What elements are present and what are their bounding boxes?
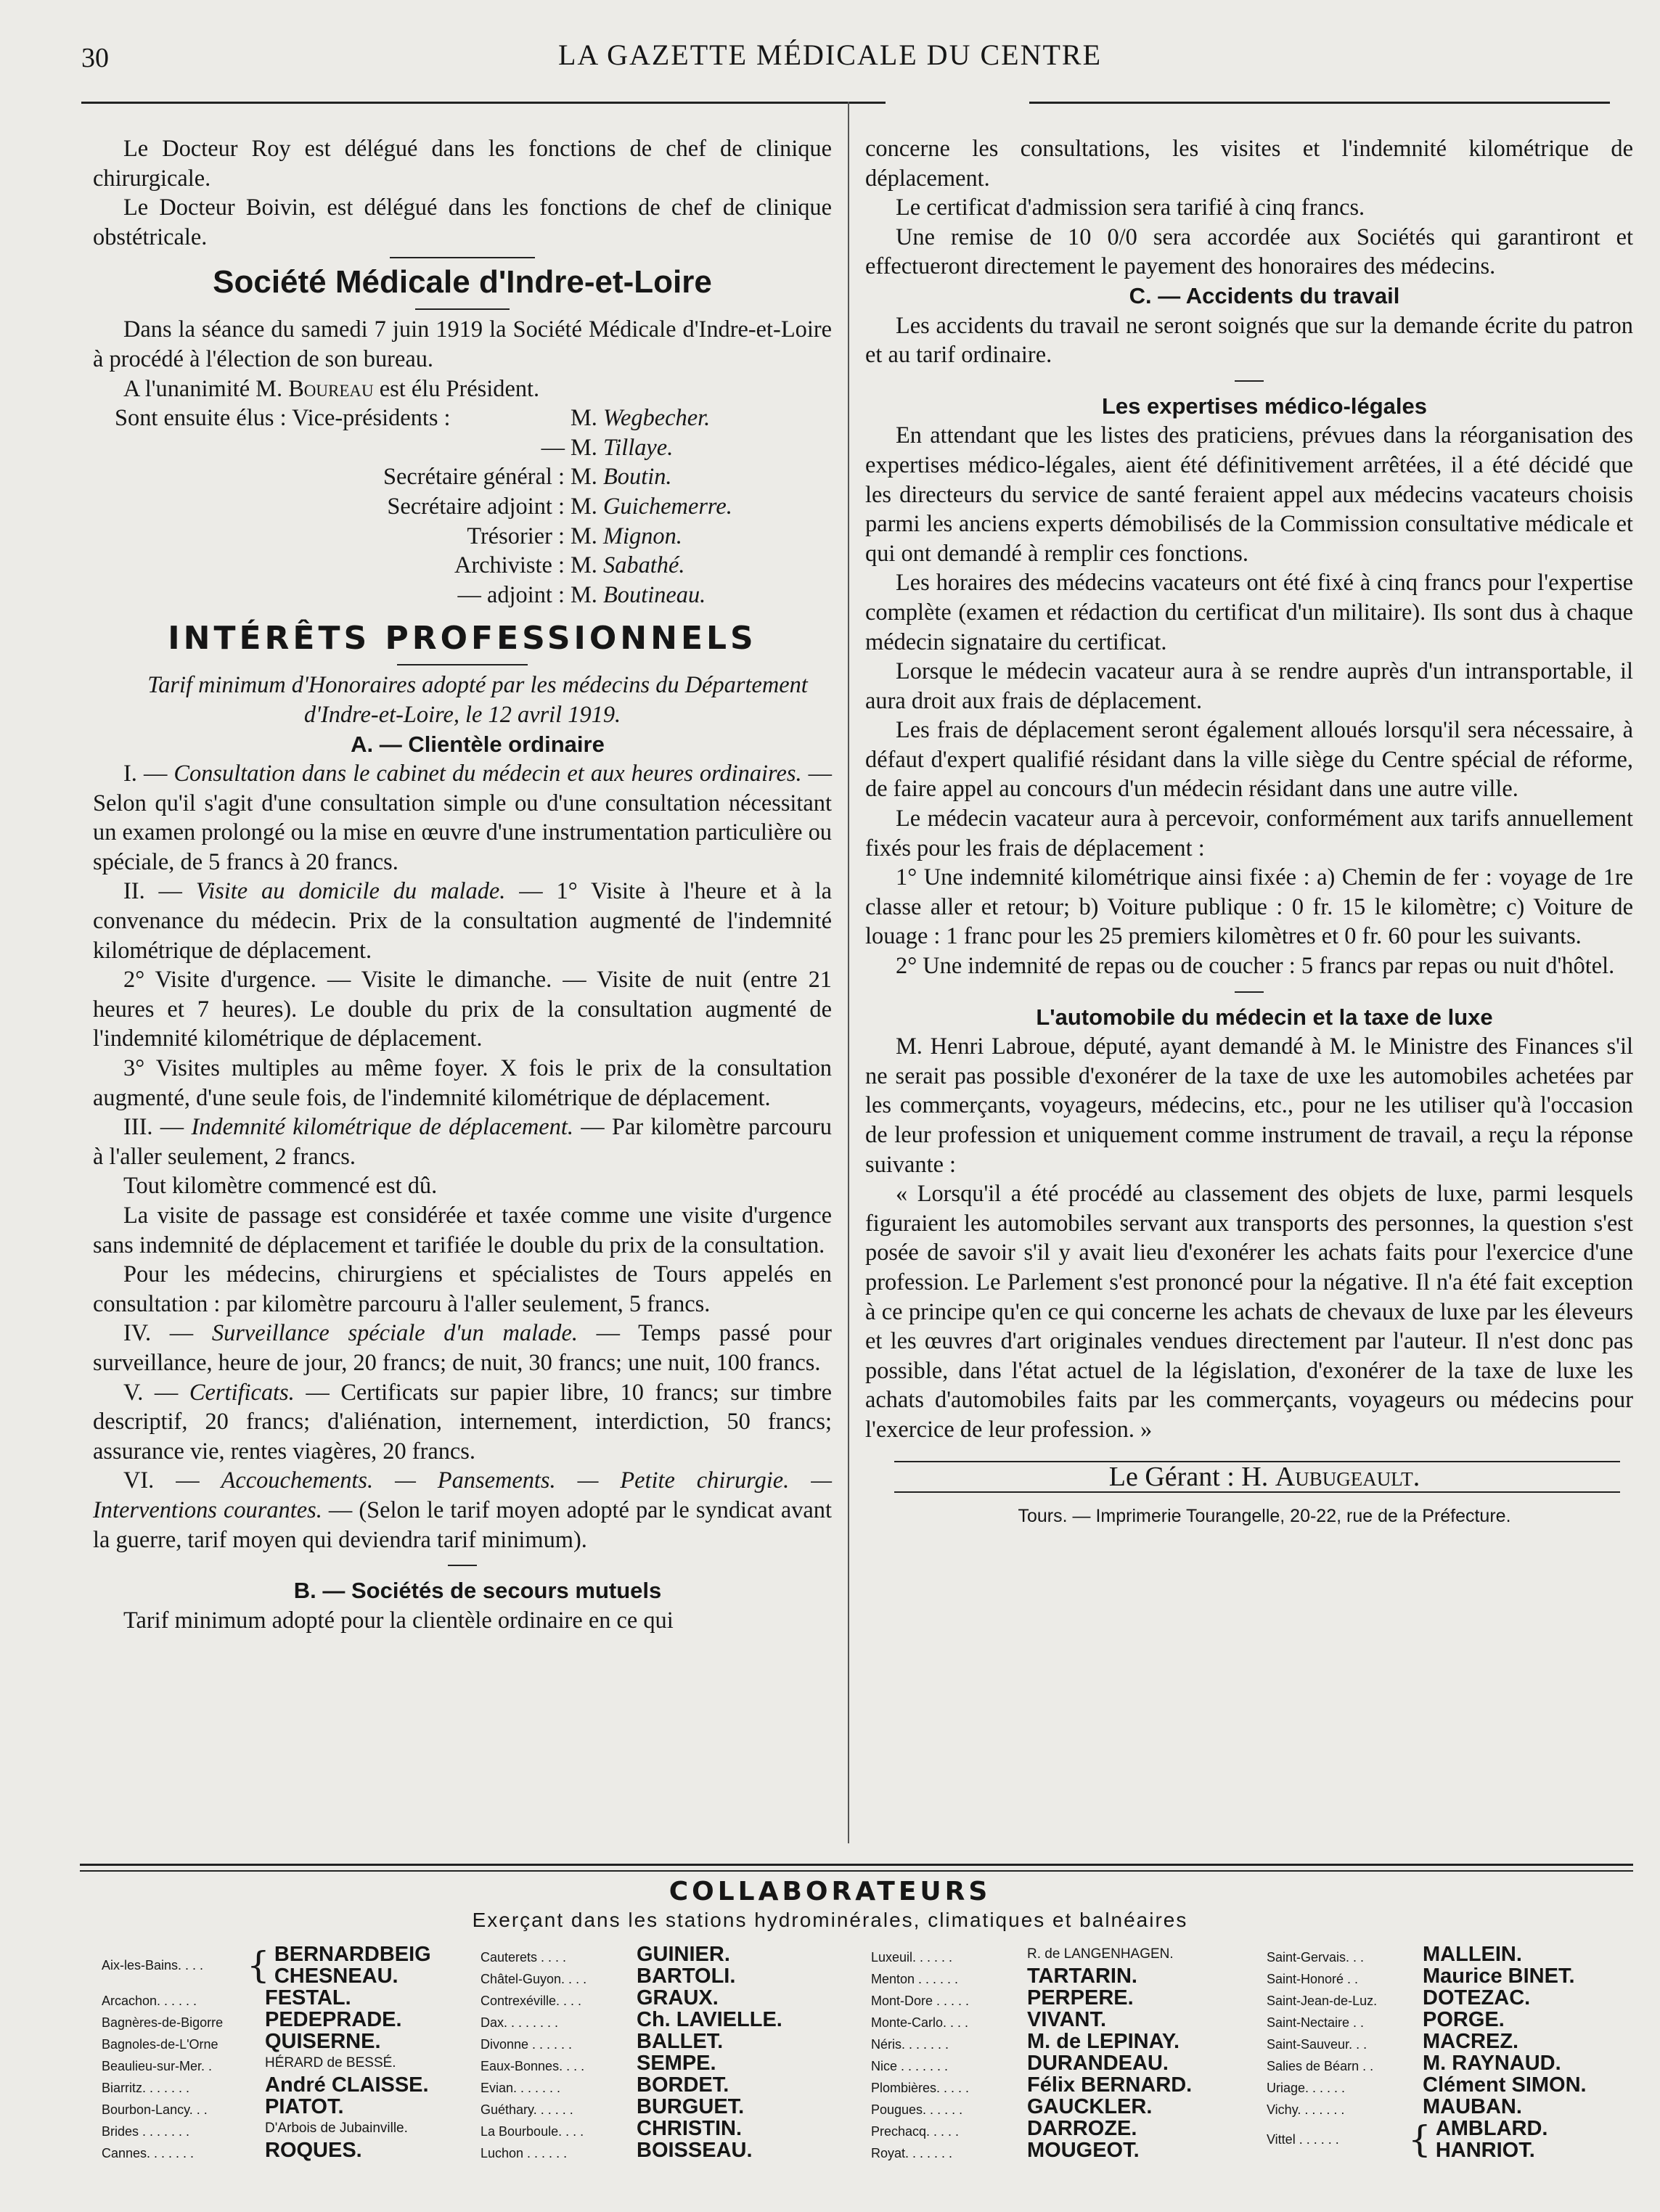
expertises-paragraph: Lorsque le médecin vacateur aura à se rendre auprès d'un intransportable, il aura droit aux frais de déplacement.	[865, 658, 1633, 714]
section-rule	[390, 257, 535, 258]
officer-row	[115, 581, 732, 610]
directory-row	[871, 2139, 1248, 2161]
item-text: — (Selon le tarif moyen adopté par le syndicat avant la guerre, tarif moyen qui deviendra tarif minimum).	[93, 1496, 832, 1553]
directory-row	[1267, 2074, 1630, 2096]
expertises-paragraph: En attendant que les listes des praticiens, prévues dans la réorganisation des expertises médico-légales, aient été définitivement arrêtées, il a été décidé que les directeurs du service de santé feraient appel aux médecins vacateurs choisis parmi les anciens experts démobilisés de la Commission consultative médicale et qui ont demandé à remplir ces fonctions.	[865, 422, 1633, 567]
directory-row	[1267, 2009, 1630, 2031]
officer-role: Secrétaire général :	[383, 464, 565, 491]
doctor-name: BURGUET.	[637, 2095, 745, 2118]
directory-row	[102, 2096, 465, 2118]
directory-row	[102, 2118, 465, 2139]
officer-title: M.	[571, 405, 597, 432]
doctor-name: BOISSEAU.	[637, 2139, 753, 2162]
item-number: IV. —	[123, 1320, 194, 1347]
expertises-paragraph: Les horaires des médecins vacateurs ont été fixé à cinq francs pour l'expertise complète (examen et rédaction du certificat d'un militaire). Ils sont dus à chaque médecin signataire du certificat.	[865, 570, 1633, 655]
officer-name: Boutin.	[603, 464, 672, 491]
officer-row	[115, 404, 732, 433]
section-c-text: Les accidents du travail ne seront soignés que sur la demande écrite du patron et au tarif ordinaire.	[865, 312, 1633, 369]
station-name: Saint-Nectaire . .	[1267, 2015, 1365, 2030]
station-name: Contrexéville. . . .	[481, 1994, 582, 2008]
section-rule	[1235, 991, 1264, 993]
item-text: — Selon qu'il s'agit d'une consultation simple ou d'une consultation nécessitant un examen prolongé ou la mise en œuvre d'une instrumentation particulière ou spéciale, de 5 francs à 20 francs.	[93, 761, 833, 875]
doctor-name: CHESNEAU.	[274, 1965, 398, 1988]
expertises-title: Les expertises médico-légales	[1101, 393, 1427, 419]
directory-row	[1267, 2031, 1630, 2052]
expertises-paragraph: 2° Une indemnité de repas ou de coucher : 5 francs par repas ou nuit d'hôtel.	[896, 953, 1615, 980]
item-text: — Temps passé pour surveillance, heure de jour, 20 francs; de nuit, 30 francs; une nuit, 100 francs.	[93, 1320, 832, 1376]
doctor-name: BERNARDBEIG	[274, 1943, 431, 1966]
header-rule-left	[81, 102, 886, 104]
printer-line: Tours. — Imprimerie Tourangelle, 20-22, rue de la Préfecture.	[1018, 1506, 1511, 1527]
section-b-certificate: Le certificat d'admission sera tarifié à cinq francs.	[896, 194, 1365, 221]
station-name: Nice . . . . . . .	[871, 2059, 949, 2073]
officer-title: M.	[571, 434, 597, 461]
doctor-name: QUISERNE.	[265, 2030, 381, 2053]
doctor-name: CHRISTIN.	[637, 2117, 742, 2140]
officer-title: M.	[571, 581, 597, 608]
section-rule	[1235, 380, 1264, 382]
officer-title: M.	[571, 552, 597, 579]
directory-row	[481, 1943, 858, 1965]
station-name: Arcachon. . . . . .	[102, 1994, 197, 2008]
signature	[865, 1462, 1633, 1492]
directory-row	[871, 2118, 1248, 2139]
doctor-name: MACREZ.	[1423, 2030, 1519, 2053]
directory-row	[102, 1987, 465, 2009]
station-name: Bourbon-Lancy. . .	[102, 2102, 208, 2117]
section-a-III-2: Tout kilomètre commencé est dû.	[123, 1173, 438, 1200]
station-name: Vichy. . . . . . .	[1267, 2102, 1345, 2117]
station-name: Eaux-Bonnes. . . .	[481, 2059, 585, 2073]
doctor-name: André CLAISSE.	[265, 2073, 429, 2097]
officer-title: M.	[571, 523, 597, 549]
expertises-paragraph: Les frais de déplacement seront également alloués lorsqu'il sera nécessaire, à défaut d'expert qualifié résidant dans la ville siège du Centre spécial de réforme, de faire appel au concours d'un médecin résidant dans une autre ville.	[865, 717, 1633, 803]
directory-row	[871, 2096, 1248, 2118]
officer-name: Boutineau.	[603, 581, 706, 608]
directory-row	[481, 2074, 858, 2096]
station-name: Néris. . . . . . .	[871, 2037, 949, 2052]
section-rule	[415, 308, 510, 310]
doctor-name: PORGE.	[1423, 2008, 1505, 2031]
section-a-V	[93, 1378, 832, 1467]
doctor-name: TARTARIN.	[1027, 1965, 1137, 1988]
expertises-paragraph: Le médecin vacateur aura à percevoir, conformément aux tarifs annuellement fixés pour les frais de déplacement :	[865, 806, 1633, 861]
collaborateurs-subtitle: Exerçant dans les stations hydrominérales, climatiques et balnéaires	[472, 1909, 1188, 1931]
societe-paragraph: Dans la séance du samedi 7 juin 1919 la Société Médicale d'Indre-et-Loire à procédé à l'élection de son bureau.	[93, 316, 832, 372]
doctor-name: D'Arbois de Jubainville.	[265, 2121, 408, 2136]
automobile-paragraph: M. Henri Labroue, député, ayant demandé à M. le Ministre des Finances s'il ne serait pas possible d'exonérer de la taxe de uxe les automobiles achetées par les commerçants, voyageurs, médecins, etc., pour ne les utiliser qu'à l'occasion de leur profession et uniquement comme instrument de travail, a reçu la réponse suivante :	[865, 1033, 1633, 1178]
column-separator	[848, 102, 849, 1843]
societe-title: Société Médicale d'Indre-et-Loire	[213, 264, 712, 300]
officers-table	[115, 404, 732, 610]
station-name: Prechacq. . . . .	[871, 2124, 960, 2139]
officer-name: Tillaye.	[603, 434, 674, 461]
officer-row	[115, 522, 732, 552]
station-name: Saint-Jean-de-Luz.	[1267, 1994, 1378, 2008]
station-name: Biarritz. . . . . . .	[102, 2081, 190, 2095]
intro-paragraph-roy: Le Docteur Roy est délégué dans les fonctions de chef de clinique chirurgicale.	[93, 136, 832, 192]
item-title: Consultation dans le cabinet du médecin et aux heures ordinaires.	[173, 761, 802, 787]
station-name: Beaulieu-sur-Mer. .	[102, 2059, 213, 2073]
doctor-name: MOUGEOT.	[1027, 2139, 1140, 2162]
section-a-I	[93, 759, 832, 877]
directory-row	[871, 1987, 1248, 2009]
station-name: La Bourboule. . . .	[481, 2124, 584, 2139]
station-name: Aix-les-Bains. . . .	[102, 1957, 204, 1973]
item-title: Indemnité kilométrique de déplacement.	[191, 1114, 573, 1141]
doctor-name: PEDEPRADE.	[265, 2008, 402, 2031]
section-a-II	[93, 877, 832, 965]
collaborateurs-rule	[80, 1864, 1633, 1872]
doctor-name: Clément SIMON.	[1423, 2073, 1587, 2097]
doctor-name: GAUCKLER.	[1027, 2095, 1153, 2118]
station-name: Divonne . . . . . .	[481, 2037, 573, 2052]
doctor-name: HÉRARD de BESSÉ.	[265, 2055, 396, 2070]
station-name: Dax. . . . . . . .	[481, 2015, 559, 2030]
doctor-name: AMBLARD.	[1435, 2117, 1548, 2140]
doctor-name: BORDET.	[637, 2073, 729, 2097]
item-number: V. —	[123, 1379, 179, 1406]
station-name: Vittel . . . . . .	[1267, 2131, 1339, 2147]
section-a-II-2: 2° Visite d'urgence. — Visite le dimanche. — Visite de nuit (entre 21 heures et 7 heures). Le double du prix de la consultation augmenté de l'indemnité kilométrique de déplacement.	[93, 967, 832, 1052]
section-b-remise: Une remise de 10 0/0 sera accordée aux Sociétés qui garantiront et effectueront directement le payement des honoraires des médecins.	[865, 224, 1633, 280]
brace-symbol: {	[247, 1944, 270, 1986]
president-pre: A l'unanimité M.	[123, 375, 283, 402]
officer-row	[115, 462, 732, 492]
station-name: Plombières. . . . .	[871, 2081, 970, 2095]
station-name: Bagnères-de-Bigorre	[102, 2015, 224, 2030]
officer-row	[115, 433, 732, 463]
directory-row	[1267, 1987, 1630, 2009]
directory-row	[102, 2009, 465, 2031]
tarif-heading: Tarif minimum d'Honoraires adopté par les médecins du Département d'Indre-et-Loire, le 12 avril 1919.	[147, 672, 808, 728]
officer-row	[115, 492, 732, 522]
section-a-III-3: La visite de passage est considérée et taxée comme une visite d'urgence sans indemnité de déplacement et tarifiée le double du prix de la consultation.	[93, 1203, 832, 1258]
left-column	[93, 134, 832, 1635]
intro-paragraph-boivin: Le Docteur Boivin, est délégué dans les fonctions de chef de clinique obstétricale.	[93, 194, 832, 250]
officer-name: Guichemerre.	[603, 493, 732, 520]
doctor-name: SEMPE.	[637, 2052, 716, 2075]
section-a-II-3: 3° Visites multiples au même foyer. X fois le prix de la consultation augmenté, d'une seule fois, de l'indemnité kilométrique de déplacement.	[93, 1055, 832, 1111]
directory-row	[1267, 1943, 1630, 1965]
doctor-name: GUINIER.	[637, 1943, 730, 1966]
directory-row	[871, 2074, 1248, 2096]
doctor-name: MALLEIN.	[1423, 1943, 1522, 1966]
item-text: — Par kilomètre parcouru à l'aller seulement, 2 francs.	[93, 1114, 832, 1170]
directory-row	[1267, 2096, 1630, 2118]
section-a-IV	[93, 1319, 832, 1377]
automobile-title: L'automobile du médecin et la taxe de luxe	[1036, 1004, 1493, 1030]
officer-role: Secrétaire adjoint :	[387, 493, 565, 520]
directory-row	[871, 1965, 1248, 1987]
doctor-name: HANRIOT.	[1435, 2139, 1535, 2162]
item-number: I. —	[123, 761, 168, 787]
directory-row	[102, 2139, 465, 2161]
station-name: Cannes. . . . . . .	[102, 2146, 195, 2160]
station-name: Menton . . . . . .	[871, 1972, 959, 1986]
collaborateurs-column-4	[1267, 1943, 1630, 2161]
directory-row	[102, 1943, 465, 1987]
directory-row	[481, 2139, 858, 2161]
station-name: Bagnoles-de-L'Orne	[102, 2037, 218, 2052]
doctor-name: VIVANT.	[1027, 2008, 1107, 2031]
directory-row	[1267, 1965, 1630, 1987]
section-rule	[448, 1565, 477, 1566]
doctor-name: DARROZE.	[1027, 2117, 1137, 2140]
interets-title: INTÉRÊTS PROFESSIONNELS	[168, 620, 757, 658]
section-a-heading: A. — Clientèle ordinaire	[351, 731, 605, 757]
station-name: Saint-Gervais. . .	[1267, 1950, 1365, 1965]
header-rule-right	[1029, 102, 1610, 104]
doctor-name: ROQUES.	[265, 2139, 362, 2162]
station-name: Mont-Dore . . . . .	[871, 1994, 970, 2008]
officer-name: Wegbecher.	[603, 405, 711, 432]
president-post: est élu Président.	[379, 375, 540, 402]
doctor-name: GRAUX.	[637, 1986, 719, 2010]
directory-row	[481, 2031, 858, 2052]
officer-role: Sont ensuite élus : Vice-présidents :	[115, 405, 451, 432]
doctor-name: FESTAL.	[265, 1986, 351, 2010]
doctor-name: PERPERE.	[1027, 1986, 1134, 2010]
section-a-III	[93, 1113, 832, 1171]
officer-role: Trésorier :	[467, 523, 565, 549]
signature-label: Le Gérant : H.	[1108, 1461, 1269, 1492]
section-rule	[397, 664, 528, 665]
officer-title: M.	[571, 464, 597, 491]
item-number: II. —	[123, 878, 182, 905]
directory-row	[1267, 2118, 1630, 2161]
officer-name: Sabathé.	[603, 552, 685, 579]
station-name: Châtel-Guyon. . . .	[481, 1972, 587, 1986]
collaborateurs-column-1	[102, 1943, 465, 2161]
officer-row	[115, 551, 732, 581]
running-title: LA GAZETTE MÉDICALE DU CENTRE	[557, 38, 1102, 71]
item-number: VI. —	[123, 1467, 200, 1494]
item-number: III. —	[123, 1114, 184, 1141]
right-column	[865, 134, 1633, 1531]
station-name: Royat. . . . . . .	[871, 2146, 953, 2160]
directory-row	[871, 2031, 1248, 2052]
automobile-quote: « Lorsqu'il a été procédé au classement des objets de luxe, parmi lesquels figuraient les automobiles servant aux transports des personnes, la question s'est posée de savoir s'il y avait lieu d'exonérer les achats faits pour l'exercice d'une profession. Le Parlement s'est prononcé pour la négative. Il n'a été fait exception à ce principe qu'en ce qui concerne les achats de chevaux de luxe par les éleveurs et les œuvres d'art originales vendues directement par l'auteur. Il n'est donc pas possible, dans l'état actuel de la législation, d'exonérer de la taxe de luxe les achats d'automobiles faits par les commerçants, voyageurs ou médecins pour l'exercice de leur profession. »	[865, 1181, 1633, 1443]
signature-name: Aubugeault.	[1275, 1461, 1420, 1492]
directory-row	[481, 2118, 858, 2139]
collaborateurs-column-3	[871, 1943, 1248, 2161]
collaborateurs-title: COLLABORATEURS	[669, 1877, 991, 1906]
station-name: Evian. . . . . . .	[481, 2081, 561, 2095]
doctor-name: BALLET.	[637, 2030, 724, 2053]
section-b-text: Tarif minimum adopté pour la clientèle ordinaire en ce qui	[123, 1607, 674, 1634]
station-name: Luxeuil. . . . . .	[871, 1950, 953, 1965]
doctor-name: R. de LANGENHAGEN.	[1027, 1946, 1174, 1962]
station-name: Pougues. . . . . .	[871, 2102, 963, 2117]
station-name: Cauterets . . . .	[481, 1950, 567, 1965]
officer-role: — adjoint :	[457, 581, 565, 608]
doctor-name: M. RAYNAUD.	[1423, 2052, 1561, 2075]
directory-row	[102, 2052, 465, 2074]
page-number: 30	[81, 43, 109, 73]
brace-symbol: {	[1408, 2118, 1431, 2160]
directory-row	[871, 2052, 1248, 2074]
president-paragraph	[93, 374, 832, 404]
directory-row	[481, 2052, 858, 2074]
officer-name: Mignon.	[603, 523, 682, 549]
collaborateurs-column-2	[481, 1943, 858, 2161]
directory-row	[481, 1965, 858, 1987]
station-name: Saint-Honoré . .	[1267, 1972, 1359, 1986]
directory-row	[871, 2009, 1248, 2031]
section-a-III-4: Pour les médecins, chirurgiens et spécialistes de Tours appelés en consultation : par kilomètre parcouru à l'aller seulement, 5 francs.	[93, 1261, 832, 1317]
item-title: Certificats.	[189, 1379, 295, 1406]
doctor-name: DOTEZAC.	[1423, 1986, 1531, 2010]
expertises-paragraph: 1° Une indemnité kilométrique ainsi fixée : a) Chemin de fer : voyage de 1re classe aller et retour; b) Voiture publique : 0 fr. 15 le kilomètre; c) Voiture de louage : 1 franc pour les 25 premiers kilomètres et 0 fr. 60 pour les suivants.	[865, 864, 1633, 950]
doctor-name: Ch. LAVIELLE.	[637, 2008, 782, 2031]
station-name: Brides . . . . . . .	[102, 2124, 190, 2139]
section-b-heading: B. — Sociétés de secours mutuels	[293, 1578, 662, 1604]
doctor-name: Maurice BINET.	[1423, 1965, 1575, 1988]
item-text: — Certificats sur papier libre, 10 francs; sur timbre descriptif, 20 francs; d'aliénation, internement, interdiction, 50 francs; assurance vie, rentes viagères, 20 francs.	[93, 1379, 832, 1465]
officer-role: —	[541, 434, 565, 461]
directory-row	[481, 1987, 858, 2009]
station-name: Guéthary. . . . . .	[481, 2102, 573, 2117]
doctor-name: BARTOLI.	[637, 1965, 736, 1988]
station-name: Luchon . . . . . .	[481, 2146, 568, 2160]
directory-row	[102, 2031, 465, 2052]
section-a-VI	[93, 1466, 832, 1554]
officer-title: M.	[571, 493, 597, 520]
item-title: Surveillance spéciale d'un malade.	[211, 1320, 578, 1347]
officer-role: Archiviste :	[454, 552, 565, 579]
item-title: Accouchements. — Pansements. — Petite chirurgie. — Interventions courantes.	[93, 1467, 832, 1523]
directory-row	[1267, 2052, 1630, 2074]
section-c-heading: C. — Accidents du travail	[1129, 282, 1400, 308]
doctor-name: Félix BERNARD.	[1027, 2073, 1193, 2097]
section-b-continued: concerne les consultations, les visites et l'indemnité kilométrique de déplacement.	[865, 136, 1633, 192]
doctor-name: MAUBAN.	[1423, 2095, 1522, 2118]
directory-row	[871, 1943, 1248, 1965]
item-title: Visite au domicile du malade.	[195, 878, 506, 905]
doctor-name: PIATOT.	[265, 2095, 344, 2118]
station-name: Uriage. . . . . .	[1267, 2081, 1346, 2095]
station-name: Monte-Carlo. . . .	[871, 2015, 969, 2030]
directory-row	[481, 2096, 858, 2118]
item-text: — 1° Visite à l'heure et à la convenance du médecin. Prix de la consultation augmenté de l'indemnité kilométrique de déplacement.	[93, 878, 832, 964]
station-name: Salies de Béarn . .	[1267, 2059, 1374, 2073]
doctor-name: M. de LEPINAY.	[1027, 2030, 1180, 2053]
directory-row	[102, 2074, 465, 2096]
president-name: Boureau	[288, 375, 374, 402]
directory-row	[481, 2009, 858, 2031]
station-name: Saint-Sauveur. . .	[1267, 2037, 1367, 2052]
doctor-name: DURANDEAU.	[1027, 2052, 1169, 2075]
